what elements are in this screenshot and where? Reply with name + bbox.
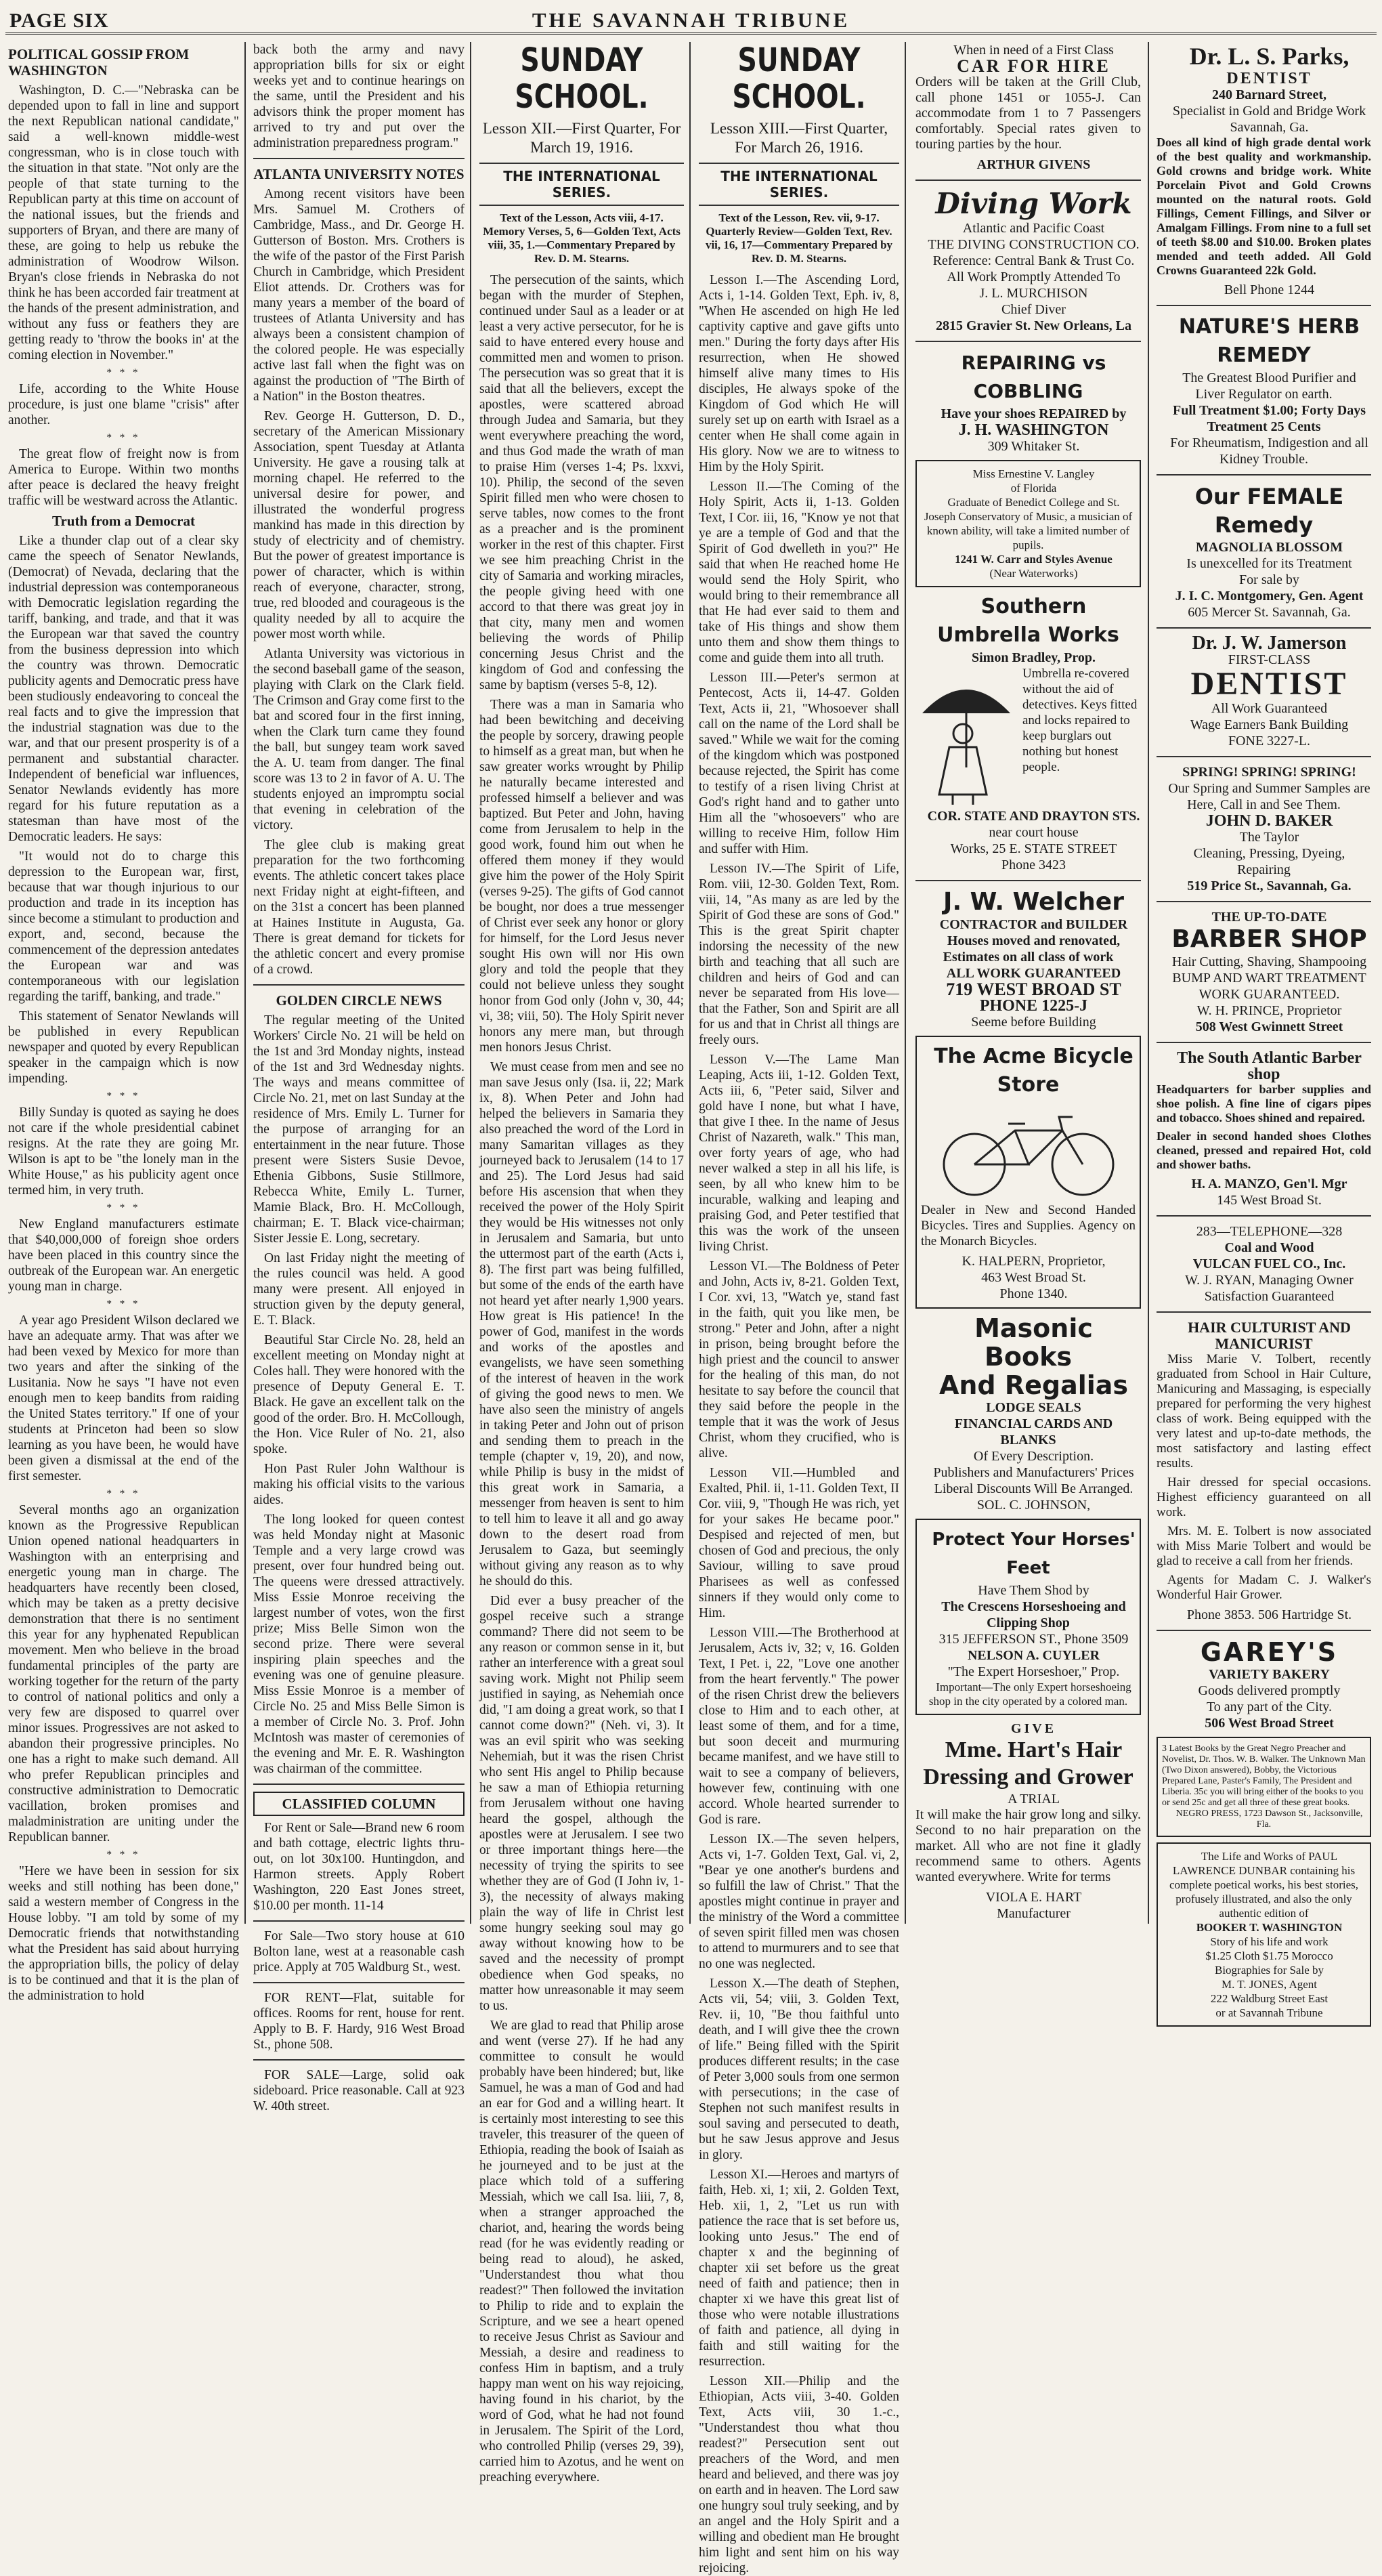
ad-line: or at Savannah Tribune (1215, 2006, 1323, 2019)
ad-line: Hair Cutting, Shaving, Shampooing (1171, 954, 1367, 969)
divider (253, 1982, 465, 1983)
ad-umbrella-works (915, 593, 1141, 873)
paragraph: Washington, D. C.—"Nebraska can be depended upon to fall in line and support the next Republican national candidate," said a well-known middle-west congressman, who is in close touch with the situation in that state. "Not only are the people of that state turning to the Republican party at this time on account of the national issues, but the friends and supporters of Bryan, and there are many of these, are going to help us rebuke the administration of Woodrow Wilson. Bryan's close friends in Nebraska do not think he has been accorded fair treatment at the hands of the present administration, and without any fuss or feathers they are getting ready to 'throw the books in' at the coming election in November." (8, 83, 239, 362)
ad-body: It will make the hair grow long and silky. Second to no hair preparation on the market. All who are not fine it gladly recommend same to others. Agents wanted everywhere. Write for terms (915, 1807, 1141, 1884)
ad-name: ARTHUR GIVENS (976, 157, 1091, 172)
paragraph: Did ever a busy preacher of the gospel receive such a strange command? There did not seem to be any reason or common sense in it, but rather an interference with a great soul saving work. Might not Philip seem justified in saying, as Nehemiah once did, "I am doing a great work, so that I cannot come down?" (Neh. vi, 3). It was an evil spirit who was seeking Nehemiah, but it was the risen Christ who sent His angel to Philip because he saw a man of Ethiopia returning from Jerusalem without one having heard the gospel, although the apostles were at Jerusalem. I see two or three important things here—the necessity of trying the spirits to see whether they are of God (I John iv, 1-3), the necessity of always making plain the way of life in Christ lest some hungry seeking soul may go away without knowing how to be saved and the necessity of prompt obedience when God speaks, no matter how unreasonable it may seem to us. (479, 1594, 685, 2013)
paper-title: THE SAVANNAH TRIBUNE (532, 8, 850, 32)
ad-line: Chief Diver (1001, 302, 1066, 317)
ad-line: Have Them Shod by (978, 1583, 1089, 1598)
ad-line: When in need of a First Class (953, 43, 1114, 58)
paragraph: Lesson VII.—Humbled and Exalted, Phil. ii, 1-11. Golden Text, II Cor. viii, 9, "Though He was rich, yet for your sakes He became poor." Despised and rejected of men, but chosen of God and precious, the only Saviour, willing to save proud Pharisees as well as confessed sinners if they would only come to Him. (699, 1466, 899, 1620)
ad-line: Our Spring and Summer Samples are Here, Call in and See Them. (1168, 781, 1370, 812)
ad-line: CONTRACTOR and BUILDER (939, 917, 1128, 932)
ad-body: Mrs. M. E. Tolbert is now associated with Miss Marie Tolbert and would be glad to receive a call from her friends. (1157, 1524, 1371, 1568)
ad-line: W. H. PRINCE, Proprietor (1196, 1003, 1342, 1018)
divider (915, 180, 1141, 181)
divider (1157, 1311, 1371, 1313)
ad-title: Diving Work (935, 187, 1132, 220)
ad-line: 309 Whitaker St. (987, 439, 1080, 454)
ad-body: Orders will be taken at the Grill Club, call phone 1451 or 1055-J. Can accommodate from 1 to 7 Passengers comfortably. Special rates given to touring parties by the hour. (915, 75, 1141, 152)
article-heading: POLITICAL GOSSIP FROM WASHINGTON (8, 46, 190, 79)
paragraph: Beautiful Star Circle No. 28, held an excellent meeting on Monday night at Coles hall. They were honored with the presence of Deputy General E. T. Black. He gave an excellent talk on the good of the order. Bro. H. McCollough, the Hon. Vice Ruler of No. 21, also spoke. (253, 1333, 465, 1456)
paragraph: Hon Past Ruler John Walthour is making his official visits to the various aides. (253, 1462, 465, 1507)
ad-line: J. L. MURCHISON (979, 286, 1088, 301)
ad-line: Specialist in Gold and Bridge Work (1172, 104, 1366, 119)
ad-line: NEGRO PRESS, 1723 Dawson St., Jacksonville, Fla. (1175, 1809, 1363, 1830)
separator: * * * (106, 1849, 141, 1860)
section-heading: SUNDAY SCHOOL. (732, 41, 866, 116)
ad-line: 1241 W. Carr and Styles Avenue (955, 553, 1113, 566)
lesson-text-line: Text of the Lesson, Acts viii, 4-17. Memory Verses, 5, 6—Golden Text, Acts viii, 35, 1.—Commentary Prepared by Rev. D. M. Stearns. (483, 211, 681, 265)
ad-line: 719 WEST BROAD ST (946, 979, 1121, 999)
bicycle-icon (934, 1103, 1123, 1198)
ad-line: 508 West Gwinnett Street (1195, 1019, 1343, 1034)
ad-line: All Work Promptly Attended To (947, 270, 1121, 284)
ad-line: To any part of the City. (1206, 1699, 1333, 1714)
paragraph: Rev. George H. Gutterson, D. D., secretary of the American Missionary Association, spent Tuesday at Atlanta University. He gave a rousing talk at morning chapel. He referred to the universal desire for power, and illustrated the wonderful progress mankind has made in this direction by study of electricity and of chemistry. But the power of greatest importance is power of character, which is within reach of everyone, character, strong, true, red blooded and courageous is the quality needed by all to acquire the power most worth while. (253, 409, 465, 641)
separator: * * * (106, 432, 141, 443)
ad-line: Publishers and Manufacturers' Prices (933, 1465, 1134, 1480)
ad-title: Dr. L. S. Parks, (1189, 43, 1349, 70)
paragraph: Like a thunder clap out of a clear sky came the speech of Senator Newlands, (Democrat) of Nevada, declaring that the industrial depression was contemporaneous with Democratic legislation regarding the tariff, banking, and trade, and that it was the European war that saved the country from the business depression into which the country was thrown. Democratic publicity agents and Democratic press have been studiously endeavoring to conceal the real facts and to give the impression that the industrial stagnation was due to the war, and that our present prosperity is of a permanent and substantial character. Independent of beneficial war influences, Senator Newlands evidently has more regard for his future reputation as a statesman than have most of the Democratic leaders. He says: (8, 534, 239, 844)
ad-line: Manufacturer (997, 1906, 1071, 1921)
ad-line: near court house (989, 825, 1079, 840)
paragraph: Lesson IV.—The Spirit of Life, Rom. viii, 12-30. Golden Text, Rom. viii, 14, "As many as are led by the Spirit of God these are sons of God." This is the great Spirit chapter indorsing the necessity of the new birth and teaching that all such are children and heirs of God and can never be separated from His love—that the Father, Son and Spirit are all for us and that in Christ all things are freely ours. (699, 862, 899, 1047)
paragraph: Lesson V.—The Lame Man Leaping, Acts iii, 1-12. Golden Text, Acts iii, 6, "Peter said, Silver and gold have I none, but what I have, that give I thee. In the name of Jesus Christ of Nazareth, walk." This man, over forty years of age, who had never walked a step in all his life, is seen, by all who knew him to be incurable, walking and leaping and praising God, and Peter testified that this was the work of the unseen living Christ. (699, 1053, 899, 1254)
paragraph: back both the army and navy appropriation bills for six or eight weeks yet and to continue hearings on the same, until the President and his advisors think the proper moment has arrived to try and put over the administration preparedness program." (253, 43, 465, 150)
article-heading: ATLANTA UNIVERSITY NOTES (253, 166, 465, 182)
ad-acme-bicycle (915, 1036, 1141, 1309)
ad-body: Headquarters for barber supplies and shoe polish. A fine line of cigars pipes and tobacco. Shoes shined and repaired. (1157, 1082, 1371, 1124)
ad-line: Of Every Description. (973, 1449, 1094, 1464)
ad-masonic-books (915, 1314, 1141, 1513)
divider (1157, 627, 1371, 629)
paragraph: Billy Sunday is quoted as saying he does not care if the whole presidential cabinet resigns. At the rate they are going Mr. Wilson is apt to be "the lonely man in the White House," as his publicity agent once termed him, in very truth. (8, 1105, 239, 1198)
ad-line: J. H. WASHINGTON (958, 421, 1109, 439)
ad-body: Hair dressed for special occasions. Highest efficiency guaranteed on all work. (1157, 1475, 1371, 1519)
paragraph: We must cease from men and see no man save Jesus only (Isa. ii, 22; Mark ix, 8). When Peter and John had helped the believers in Samaria they also preached the word of the Lord in many Samaritan villages as they journeyed back to Jerusalem (14 to 17 and 25). The Lord Jesus had said before His ascension that when they received the power of the Holy Spirit they would be His witnesses not only in Jerusalem and Samaria, but unto the uttermost part of the earth (Acts i, 8). The first part was being fulfilled, but some of the ends of the earth have not heard yet after nearly 1,900 years. How great is His patience! In the power of God, manifest in the words and works of the apostles and evangelists, we have seen something of the interest of heaven in the work of giving the good news to men. We have also seen the ministry of angels in taking Peter and John out of prison and sending them to preach in the temple (chapter v, 19, 20), and now, while Philip is busy in the midst of this great work in Samaria, a messenger from heaven is sent to him to tell him to leave it all and go away down to the desert road from Jerusalem to Gaza, but seemingly without giving any reason as to why he should do this. (479, 1060, 684, 1588)
column-advertisements-2 (1151, 42, 1377, 2019)
series-title: THE INTERNATIONAL SERIES. (479, 163, 684, 206)
ad-line: Bell Phone 1244 (1224, 282, 1315, 297)
ad-body: Does all kind of high grade dental work of the best quality and workmanship. Gold crowns and bridge work. White Porcelain Pivot and Gold Crowns mounted on the natural roots. Gold Fillings, Cement Fillings, and Silver or Amalgam Fillings. From nine to a full set of teeth $8.00 and $10.00. Broken plates mended and teeth added. All Gold Crowns Guaranteed 22k Gold. (1157, 135, 1371, 277)
ad-horseshoeing (915, 1519, 1141, 1715)
page-label: PAGE SIX (9, 9, 109, 32)
ad-south-atlantic-barber (1157, 1050, 1371, 1208)
paragraph: The great flow of freight now is from America to Europe. Within two months after peace is declared the heavy freight traffic will be westward across the Atlantic. (8, 447, 239, 508)
ad-line: Phone 3853. 506 Hartridge St. (1186, 1607, 1352, 1622)
ad-shoe-repair (915, 349, 1141, 455)
paragraph: Among recent visitors have been Mrs. Samuel M. Crothers of Cambridge, Mass., and Dr. George H. Gutterson of Boston. Mrs. Crothers is the wife of the pastor of the First Parish Church in Cambridge, which President Eliot attends. Dr. Crothers was for many years a member of the board of trustees of Atlanta University and has always been a consistent champion of the colored people. He was especially active last fall when the fight was on against the production of "The Birth of a Nation" in the Boston theatres. (253, 187, 465, 404)
divider (1157, 1630, 1371, 1631)
column-political-gossip (5, 42, 246, 2003)
ad-line: 519 Price St., Savannah, Ga. (1187, 879, 1352, 893)
ad-line: (Near Waterworks) (989, 567, 1078, 580)
ad-line: SOL. C. JOHNSON, (976, 1498, 1091, 1513)
ad-barber-shop (1157, 909, 1371, 1035)
column-sunday-school-1 (474, 41, 691, 2485)
ad-dr-jamerson (1157, 635, 1371, 749)
paragraph: Atlanta University was victorious in the second baseball game of the season, playing with Clark on the Clark field. The Crimson and Gray come first to the bat and scored four in the first inning, when the Clark turn came they found the ball, but sungey team work saved the A. U. team from danger. The final score was 13 to 2 in favor of A. U. The students enjoyed an impromptu social that evening in celebration of the victory. (253, 647, 465, 832)
ad-line: LODGE SEALS (986, 1400, 1081, 1415)
ad-line: COR. STATE AND DRAYTON STS. (927, 809, 1140, 824)
ad-line: VARIETY BAKERY (1209, 1667, 1330, 1682)
column-university-notes (248, 42, 471, 2113)
paragraph: The long looked for queen contest was held Monday night at Masonic Temple and a very large crowd was present, over four hundred being out. The queens were dressed attractively. Miss Essie Monroe receiving the largest number of votes, won the first prize; Miss Belle Simon won the second prize. There were several inspiring plain speeches and the evening was one of genuine pleasure. Miss Essie Monroe is a member of Circle No. 25 and Miss Belle Simon is a member of Circle No. 3. Prof. John McIntosh was master of ceremonies of the evening and Mr. E. R. Washington was chairman of the committee. (253, 1513, 465, 1776)
ad-car-for-hire (915, 42, 1141, 173)
ad-title: BARBER SHOP (1171, 925, 1367, 953)
classified-ad: For Rent or Sale—Brand new 6 room and bath cottage, electric lights thru-out, on lot 30x100. Huntingdon, and Harmon streets. Apply Robert Washington, 220 East Jones street, $10.00 per month. 11-14 (253, 1821, 465, 1913)
section-heading: SUNDAY SCHOOL. (515, 41, 649, 116)
ad-line: Have your shoes REPAIRED by (941, 406, 1127, 421)
ad-title: Southern Umbrella Works (937, 595, 1119, 647)
ad-title: Dr. J. W. Jamerson (1192, 633, 1347, 654)
ad-line: Biographies for Sale by (1215, 1964, 1324, 1977)
paragraph: "It would not do to charge this depression to the European war, first, because that war though injurious to our production and trade in its inception has since become a stimulant to production and export, and, second, because the commencement of the depression antedates the European war and was contemporaneous with our legislation regarding the tariff, banking, and trade." (8, 849, 239, 1004)
separator: * * * (106, 1202, 141, 1213)
divider (253, 158, 465, 159)
ad-line: THE DIVING CONSTRUCTION CO. (928, 237, 1140, 252)
paragraph: Lesson IX.—The seven helpers, Acts vi, 1-7. Golden Text, Gal. vi, 2, "Bear ye one another's burdens and so fulfill the law of Christ." That the apostles might continue in prayer and the ministry of the Word a committee of seven spirit filled men was chosen to attend to murmurers and to see that no one was neglected. (699, 1832, 899, 1971)
ad-line: FONE 3227-L. (1228, 734, 1311, 748)
umbrella-girl-icon (915, 666, 1017, 808)
ad-line: ALL WORK GUARANTEED (946, 966, 1121, 981)
ad-line: M. T. JONES, Agent (1221, 1978, 1318, 1991)
paragraph: Lesson I.—The Ascending Lord, Acts i, 1-14. Golden Text, Eph. iv, 8, "When He ascended on high He led captivity captive and gave gifts unto men." During the forty days after His resurrection, when He showed himself alive many times to His disciples, He always spoke of the Kingdom of God which He will surely set up on earth with Israel as a center when He shall come again in His glory. Now we are to witness to Him by the Holy Spirit. (699, 273, 899, 474)
paragraph: "Here we have been in session for six weeks and still nothing has been done," said a western member of Congress in the House lobby. "I am told by some of my Democratic friends that notwithstanding what the President has said about hurrying the appropriation bills, the policy of delay is to be continued and that it is the plan of the administration to hold (8, 1864, 239, 2003)
separator: * * * (106, 1091, 141, 1101)
ad-line: Story of his life and work (1210, 1935, 1329, 1948)
ad-line: Atlantic and Pacific Coast (962, 221, 1105, 236)
ad-line: FIRST-CLASS (1228, 652, 1311, 667)
lesson-title: Lesson XIII.—First Quarter, For March 26, 1916. (710, 120, 888, 156)
paragraph: The glee club is making great preparation for the two forthcoming events. The athletic concert takes place next Friday night at eight-fifteen, and on the 31st a concert has been planned at Haines Institute in Augusta, Ga. There is great demand for tickets for the athletic concert and every promise of a crowd. (253, 838, 465, 977)
ad-line: Phone 1340. (999, 1286, 1068, 1301)
ad-title: Protect Your Horses' Feet (932, 1529, 1136, 1578)
paragraph: On last Friday night the meeting of the rules council was held. A good many were present. All enjoyed in struction given by the deputy general, E. T. Black. (253, 1251, 465, 1328)
ad-line: VIOLA E. HART (985, 1890, 1082, 1905)
masthead (5, 7, 1377, 35)
paragraph: Lesson VIII.—The Brotherhood at Jerusalem, Acts iv, 32; v, 16. Golden Text, I Pet. i, 22, "Love one another from the heart fervently." The power of the risen Christ drew the believers close to Him and to each other, at least some of them, and for a time, but soon deceit and murmuring became manifest, and we have still to wait to see a company of believers, however few, continuing with one accord. Whole hearted surrender to God is rare. (699, 1626, 899, 1827)
divider (253, 2059, 465, 2061)
ad-line: MAGNOLIA BLOSSOM (1195, 540, 1343, 555)
separator: * * * (106, 1298, 141, 1309)
ad-title: The Acme Bicycle Store (934, 1044, 1133, 1097)
ad-dr-parks (1157, 42, 1371, 298)
ad-title: NATURE'S HERB REMEDY (1178, 315, 1360, 367)
paragraph: Lesson XII.—Philip and the Ethiopian, Acts viii, 3-40. Golden Text, Acts viii, 30 1.-c., "Understandest thou what thou readest?" Persecution sent out preachers of the Word, and men heard and believed, and there was joy on earth and in heaven. The Lord saw one hungry soul truly seeking, and by an angel and the Holy Spirit and a willing and obedient man He brought him light and sent him on his way rejoicing. (699, 2374, 899, 2575)
classified-ad: For Sale—Two story house at 610 Bolton lane, west at a reasonable cash price. Apply at 705 Waldburg St., west. (253, 1929, 465, 1975)
separator: * * * (106, 1488, 141, 1499)
ad-line: Houses moved and renovated, Estimates on all class of work (943, 933, 1121, 965)
ad-line: For sale by (1239, 572, 1299, 587)
ad-line: Full Treatment $1.00; Forty Days Treatment 25 Cents (1173, 403, 1366, 434)
paragraph: Lesson XI.—Heroes and martyrs of faith, Heb. xi, 1; xii, 2. Golden Text, Heb. xii, 1, 2, "Let us run with patience the race that is set before us, looking unto Jesus." The end of chapter x and the beginning of chapter xii set before us the great need of faith and patience; then in chapter xi we have this great list of those who were notable illustrations of faith and patience, all dying in faith and still waiting for the resurrection. (699, 2168, 899, 2369)
ad-line: JOHN D. BAKER (1205, 812, 1333, 830)
ad-bakery (1157, 1638, 1371, 1731)
divider (915, 341, 1141, 342)
ad-line: WORK GUARANTEED. (1199, 987, 1340, 1002)
divider (253, 1920, 465, 1922)
ad-title: J. W. Welcher (943, 888, 1124, 916)
ad-body: Dealer in New and Second Handed Bicycles. Tires and Supplies. Agency on the Monarch Bicycles. (921, 1203, 1136, 1248)
ad-hair-culturist (1157, 1319, 1371, 1623)
series-title: THE INTERNATIONAL SERIES. (699, 163, 899, 206)
paragraph: Life, according to the White House procedure, is just one blame "crisis" after another. (8, 382, 239, 427)
ad-line: 506 West Broad Street (1205, 1716, 1334, 1731)
ad-herb-remedy (1157, 313, 1371, 467)
ad-line: GIVE (1010, 1721, 1057, 1736)
ad-hair-grower (915, 1720, 1141, 1922)
ad-line: $1.25 Cloth $1.75 Morocco (1205, 1949, 1333, 1962)
ad-line: PHONE 1225-J (979, 997, 1088, 1015)
umbrella-ad-body (915, 666, 1141, 808)
ad-title: GAREY'S (1200, 1637, 1339, 1667)
ad-line: All Work Guaranteed (1211, 701, 1328, 716)
subheading: Truth from a Democrat (52, 513, 195, 529)
ad-title: And Regalias (938, 1370, 1129, 1400)
article-heading: GOLDEN CIRCLE NEWS (276, 992, 442, 1009)
divider (1157, 1215, 1371, 1217)
divider (1157, 1042, 1371, 1043)
classified-heading: CLASSIFIED COLUMN (253, 1792, 465, 1816)
divider (915, 880, 1141, 881)
paragraph: The regular meeting of the United Workers' Circle No. 21 will be held on the 1st and 3rd Monday nights, instead of the 1st and 3rd Wednesday nights. The ways and means committee of Circle No. 21, met on last Sunday at the residence of Mrs. Emily L. Turner for the purpose of arranging for an entertainment in the near future. Those present were Sisters Susie Devoe, Ethenia Gibbons, Susie Stillmore, Rebecca White, Emily L. Turner, Mamie Black, Bro. H. McCollough, chairman; E. T. Black vice-chairman; Sister Jessie E. Long, secretary. (253, 1013, 465, 1246)
ad-line: DENTIST (1190, 666, 1348, 702)
ad-welcher-contractor (915, 888, 1141, 1030)
paragraph: A year ago President Wilson declared we have an adequate army. That was after we had been vexed by Mexico for more than two years and after the sinking of the Lusitania. Now he says "I have not even enough men to keep bandits from raiding the United States territory." If one of your students at Princeton had been so slow learning as you have been, he would have been given a dismissal at the end of the first semester. (8, 1313, 239, 1483)
divider (1157, 305, 1371, 306)
paragraph: Lesson X.—The death of Stephen, Acts vii, 54; viii, 3. Golden Text, Rev. ii, 10, "Be thou faithful unto death, and I will give thee the crown of life." Being filled with the Spirit produces different results; in the case of Peter 3,000 souls from one sermon with persecutions; in the case of Stephen not such manifest results in soul saving and persecuted to death, but he saw Jesus approve and Jesus in glory. (699, 1977, 899, 2162)
ad-line: For Rheumatism, Indigestion and all Kidney Trouble. (1170, 436, 1368, 467)
lesson-title: Lesson XII.—First Quarter, For March 19, 1916. (482, 120, 681, 156)
column-advertisements-1 (909, 42, 1149, 1924)
ad-line: 240 Barnard Street, (1211, 87, 1327, 102)
ad-line: DENTIST (1226, 70, 1312, 87)
paragraph: Lesson VI.—The Boldness of Peter and John, Acts iv, 8-21. Golden Text, I Cor. xvi, 13, "Watch ye, stand fast in the faith, quit you like men, be strong." Peter and John, after a night in prison, being brought before the high priest and the council to answer for the healing of this man, do not hesitate to say before the council that they said before the people in the temple that it was the work of Jesus Christ, whom they crucified, who is alive. (699, 1259, 899, 1460)
ad-line: 283—TELEPHONE—328 (1196, 1224, 1343, 1239)
ad-body: 3 Latest Books by the Great Negro Preacher and Novelist, Dr. Thos. W. B. Walker. The Unknown Man (Two Dixon answered), Bobby, the Victorious Prepared Lane, Paster's Family, The President and Liberia. 35c you will bring either of the books to you or send 25c and get all three of these great books. (1162, 1744, 1366, 1808)
ad-line: 145 West Broad St. (1217, 1193, 1322, 1208)
ad-title: HAIR CULTURIST AND MANICURIST (1188, 1319, 1351, 1352)
ad-body: Umbrella re-covered without the aid of detectives. Keys fitted and locks repaired to keep burglars out nothing but honest people. (1022, 667, 1138, 774)
ad-line: of Florida (1010, 482, 1057, 494)
paragraph: Several months ago an organization known as the Progressive Republican Union opened national headquarters in Washington with an enterprising and energetic young man in charge. The headquarters have recently been closed, which may be taken as a pretty decisive demonstration that there is no sentiment this year for any hyphenated Republican movement. Men who believe in the broad fundamental principles of the party are working together for the return of the party to control of national politics and only a very few are disposed to quarrel over minor issues. Progressives are not asked to abandon their progressive principles. No one has a right to make such demand. All who prefer Republican principles and constructive administration to Democratic vacillation, broken promises and maladministration are uniting under the Republican banner. (8, 1503, 239, 1844)
paragraph: New England manufacturers estimate that $40,000,000 of foreign shoe orders have been placed in this country since the outbreak of the European war. An energetic young man in charge. (8, 1217, 239, 1294)
column-sunday-school-2 (693, 41, 906, 2575)
ad-line: SPRING! SPRING! SPRING! (1182, 765, 1356, 780)
divider (1157, 474, 1371, 476)
lesson-text-line: Text of the Lesson, Rev. vii, 9-17. Quarterly Review—Golden Text, Rev. vii, 16, 17—Commentary Prepared by Rev. D. M. Stearns. (705, 211, 893, 265)
ad-latest-books (1157, 1737, 1371, 1837)
ad-line: K. HALPERN, Proprietor, (962, 1254, 1106, 1269)
ad-line: W. J. RYAN, Managing Owner (1185, 1273, 1354, 1288)
ad-line: 463 West Broad St. (981, 1270, 1086, 1285)
ad-line: The Crescens Horseshoeing and Clipping Shop (941, 1599, 1126, 1630)
ad-line: Is unexcelled for its Treatment (1186, 556, 1352, 571)
ad-title: Mme. Hart's Hair Dressing and Grower (923, 1737, 1133, 1790)
classified-ad: FOR RENT—Flat, suitable for offices. Rooms for rent, house for rent. Apply to B. F. Hardy, 916 West Broad St., phone 508. (253, 1991, 465, 2052)
divider (253, 1783, 465, 1785)
ad-title: CAR FOR HIRE (957, 56, 1110, 76)
ad-line: VULCAN FUEL CO., Inc. (1192, 1257, 1346, 1271)
ad-line: 315 JEFFERSON ST., Phone 3509 (938, 1632, 1129, 1647)
ad-line: A TRIAL (1008, 1792, 1060, 1807)
ad-line: Miss Ernestine V. Langley (972, 467, 1095, 480)
ad-title: Masonic Books (974, 1313, 1093, 1372)
ad-line: Reference: Central Bank & Trust Co. (932, 253, 1135, 268)
ad-line: J. I. C. Montgomery, Gen. Agent (1175, 589, 1364, 604)
ad-line: Simon Bradley, Prop. (972, 650, 1096, 665)
ad-line: 605 Mercer St. Savannah, Ga. (1188, 605, 1351, 620)
divider (253, 984, 465, 986)
ad-line: Phone 3423 (1001, 858, 1066, 872)
ad-music-lessons (915, 460, 1141, 587)
ad-body: Agents for Madam C. J. Walker's Wonderful Hair Grower. (1157, 1573, 1371, 1602)
ad-line: Liberal Discounts Will Be Arranged. (934, 1481, 1133, 1496)
ad-line: Goods delivered promptly (1198, 1683, 1341, 1698)
ad-line: Cleaning, Pressing, Dyeing, Repairing (1193, 846, 1345, 877)
ad-line: Coal and Wood (1224, 1240, 1314, 1255)
ad-line: 2815 Gravier St. New Orleans, La (935, 318, 1132, 333)
ad-line: Satisfaction Guaranteed (1204, 1289, 1335, 1304)
ad-line: BOOKER T. WASHINGTON (1196, 1921, 1343, 1934)
classified-ad: FOR SALE—Large, solid oak sideboard. Price reasonable. Call at 923 W. 40th street. (253, 2068, 465, 2113)
ad-line: H. A. MANZO, Gen'l. Mgr (1191, 1177, 1347, 1191)
ad-title: REPAIRING vs COBBLING (961, 352, 1106, 402)
separator: * * * (106, 367, 141, 378)
ad-tailor (1157, 764, 1371, 894)
ad-line: Graduate of Benedict College and St. Joseph Conservatory of Music, a musician of known ability, will take a limited number of pupils. (924, 496, 1133, 551)
ad-line: Wage Earners Bank Building (1190, 717, 1349, 732)
paragraph: This statement of Senator Newlands will be published in every Republican newspaper and quoted by every Republican speaker in the campaign which is now impending. (8, 1009, 239, 1086)
ad-line: BUMP AND WART TREATMENT (1172, 971, 1366, 986)
ad-line: "The Expert Horseshoer," Prop. (947, 1664, 1120, 1679)
ad-line: Important—The only Expert horseshoeing shop in the city operated by a colored man. (928, 1681, 1131, 1708)
ad-line: NELSON A. CUYLER (967, 1648, 1100, 1663)
ad-line: Seeme before Building (971, 1015, 1096, 1030)
ad-line: The Greatest Blood Purifier and Liver Regulator on earth. (1182, 371, 1356, 402)
ad-line: THE UP-TO-DATE (1211, 910, 1327, 925)
ad-title: Our FEMALE Remedy (1194, 484, 1344, 538)
paragraph: There was a man in Samaria who had been bewitching and deceiving the people by sorcery, drawing people to himself as a great man, but when he saw greater works wrought by Philip he naturally became interested and professed himself a believer and was baptized. But Peter and John, having come from Jerusalem to help in the good work, found him out when he offered them money if they would give him the power of the Holy Spirit (verses 9-25). The gifts of God cannot be bought, nor does a true messenger of Christ ever seek any honor or glory for himself, for the Lord Jesus never sought His own will nor His own glory and told the people that they could not believe unless they sought honor from God only (John v, 30, 44; vi, 38; viii, 50). The Holy Spirit never honors any mere man, but through men honors Jesus Christ. (479, 698, 684, 1055)
ad-title: The South Atlantic Barber shop (1177, 1049, 1362, 1083)
ad-coal-and-wood (1157, 1223, 1371, 1305)
ad-line: The Taylor (1239, 830, 1299, 845)
paragraph: Lesson III.—Peter's sermon at Pentecost, Acts ii, 14-47. Golden Text, Acts ii, 21, "Whosoever shall call on the name of the Lord shall be saved." While we wait for the coming of the kingdom which was postponed because rejected, the Spirit has come to testify of a risen living Christ at God's right hand and to gather unto Him all the "whosoevers" who are willing to receive Him, follow Him and suffer with Him. (699, 671, 899, 856)
ad-line: Works, 25 E. STATE STREET (950, 841, 1117, 856)
divider (1157, 901, 1371, 902)
ad-dunbar-books (1157, 1842, 1371, 2027)
ad-line: FINANCIAL CARDS AND BLANKS (954, 1416, 1113, 1448)
ad-body: Miss Marie V. Tolbert, recently graduated from School in Hair Culture, Manicuring and Massaging, is especially prepared for performing the very highest class of work. Being equipped with the very latest and up-to-date methods, the most satisfactory and lasting effect results. (1157, 1352, 1371, 1471)
ad-female-remedy (1157, 482, 1371, 620)
paragraph: Lesson II.—The Coming of the Holy Spirit, Acts ii, 1-13. Golden Text, I Cor. iii, 16, "Know ye not that ye are a temple of God and that the Spirit of God dwelleth in you?" He said that when He reached home He would send the Holy Spirit, who would bring to their remembrance all that He had ever said to them and take of His things and show them unto them and show them things to come and guide them into all truth. (699, 480, 899, 665)
paragraph: The persecution of the saints, which began with the murder of Stephen, continued under Saul as a leader or at least a very active persecutor, for he is said to have entered every house and committed men and women to prison. The persecution was so great that it is said that all the believers, except the apostles, were scattered abroad through Judea and Samaria, but they went everywhere preaching the word, and thus God made the wrath of man to praise Him (verses 1-4; Ps. lxxvi, 10). Philip, the second of the seven Spirit filled men who were chosen to serve tables, now comes to the front as a preacher and is the prominent worker in the rest of this chapter. First we see him preaching Christ in the city of Samaria and working miracles, the people giving heed with one accord to that there was great joy in that city, many men and women believing the words of Philip concerning Jesus Christ and the kingdom of God and confessing the same by baptism (verses 5-8, 12). (479, 273, 684, 692)
ad-line: 222 Waldburg Street East (1210, 1992, 1329, 2005)
divider (1157, 756, 1371, 757)
ad-body: The Life and Works of PAUL LAWRENCE DUNBAR containing his complete poetical works, his best stories, profusely illustrated, and also the only authentic edition of (1169, 1850, 1359, 1920)
paragraph: We are glad to read that Philip arose and went (verse 27). If he had any committee to consult he would probably have been hindered; but, like Samuel, he was a man of God and had an ear for God and a willing heart. It is certainly most interesting to see this traveler, this treasurer of the queen of Ethiopia, reading the book of Isaiah as he journeyed and to be just at the place which told of a suffering Messiah, which we call Isa. liii, 7, 8, when a stranger approached the chariot, and, hearing the words being read (for he was evidently reading or being read to aloud), he asked, "Understandest thou what thou readest?" Then followed the invitation to Philip to ride and to explain the Scripture, and we see a heart opened to receive Jesus Christ as Saviour and Messiah, a desire and readiness to confess Him in baptism, and a truly happy man went on his way rejoicing, having found in his chariot, by the word of God, what he had not found in Jerusalem. The Spirit of the Lord, who controlled Philip (verses 29, 39), carried him to Azotus, and he went on preaching everywhere. (479, 2019, 684, 2485)
ad-body: Dealer in second handed shoes Clothes cleaned, pressed and repaired Hot, cold and shower baths. (1157, 1129, 1371, 1171)
ad-line: Savannah, Ga. (1230, 120, 1309, 135)
ad-diving-work (915, 188, 1141, 334)
